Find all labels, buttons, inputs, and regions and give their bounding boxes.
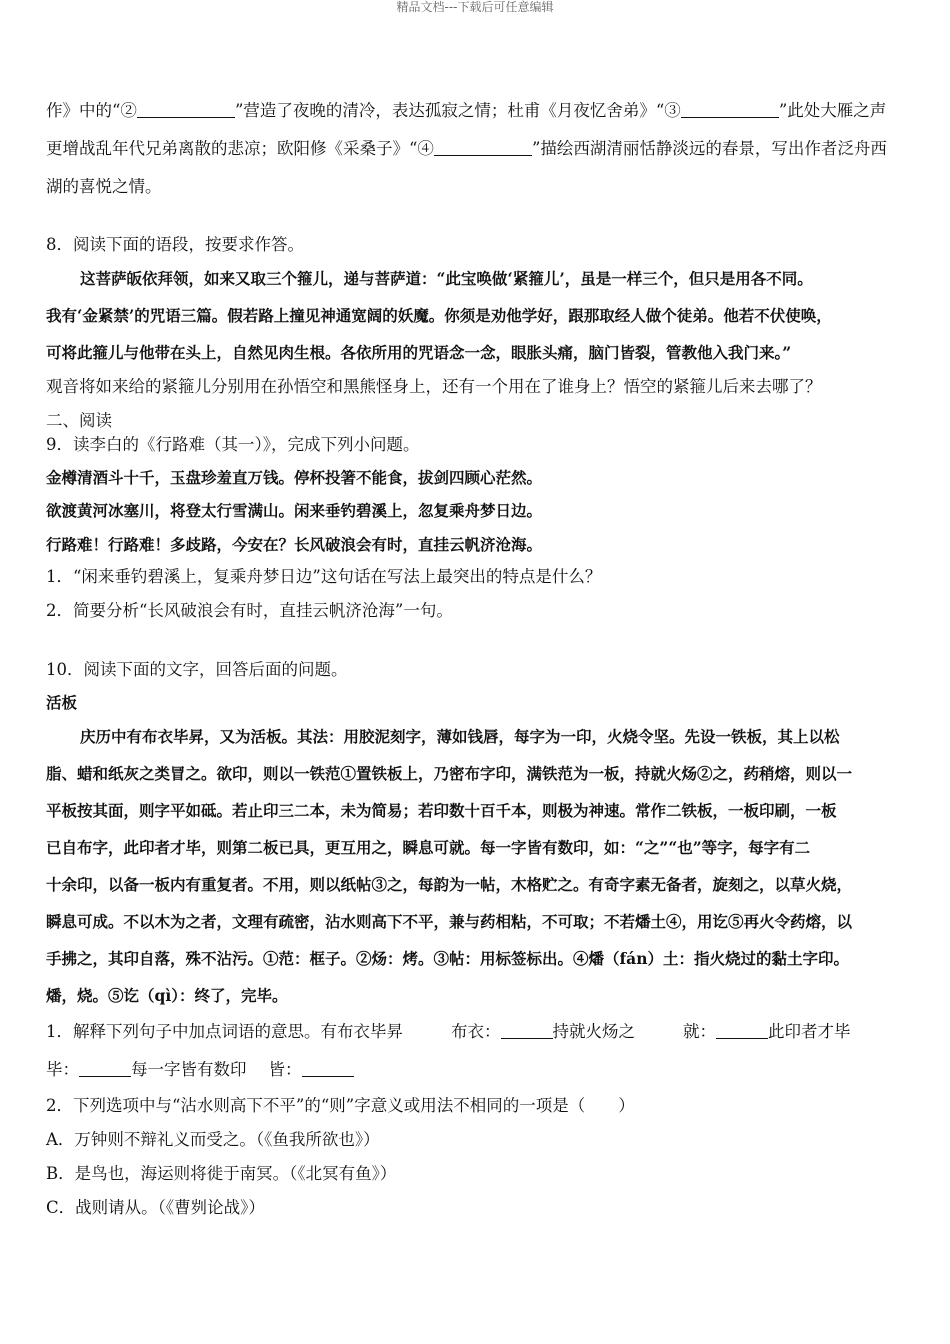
poem-summary-line-3: 湖的喜悦之情。 — [46, 177, 162, 196]
article-line: 燔，烧。⑤讫（qì）：终了，完毕。 — [46, 986, 288, 1005]
q10-subquestion-1-line-1 — [46, 1021, 851, 1043]
poem-line: 金樽清酒斗十千，玉盘珍羞直万钱。停杯投箸不能食，拔剑四顾心茫然。 — [46, 468, 543, 487]
question-9-title: 9．读李白的《行路难（其一）》，完成下列小问题。 — [46, 435, 420, 454]
poem-line: 行路难！行路难！多歧路，今安在？长风破浪会有时，直挂云帆济沧海。 — [46, 535, 543, 554]
article-line: 十余印，以备一板内有重复者。不用，则以纸帖③之，每韵为一帖，木格贮之。有奇字素无备者，旋刻之，以草火烧， — [46, 875, 853, 894]
q8-passage-line: 这菩萨皈依拜领，如来又取三个箍儿，递与菩萨道：“此宝唤做‘紧箍儿’，虽是一样三个，但只是用各不同。 — [80, 269, 813, 288]
article-title: 活板 — [46, 693, 78, 712]
article-line: 瞬息可成。不以木为之者，文理有疏密，沾水则高下不平，兼与药相粘，不可取；不若燔土④，用讫⑤再火令药熔，以 — [46, 912, 853, 931]
text-segment: 此印者才毕 — [768, 1022, 851, 1041]
text-segment: 就： — [683, 1022, 716, 1041]
article-line: 手拂之，其印自落，殊不沾污。①范：框子。②炀：烤。③帖：用标签标出。④燔（fán）土：指火烧过的黏土字印。 — [46, 949, 849, 968]
section-heading: 二、阅读 — [46, 411, 112, 430]
option-b: B．是鸟也，海运则将徙于南冥。（《北冥有鱼》） — [46, 1164, 397, 1183]
text-segment: ”营造了夜晚的清冷，表达孤寂之情；杜甫《月夜忆舍弟》“③ — [234, 101, 681, 120]
text-segment: 每一字皆有数印 — [131, 1060, 247, 1079]
answer-blank[interactable] — [681, 101, 779, 118]
text-segment: 毕： — [46, 1060, 79, 1079]
question-10-title: 10．阅读下面的文字，回答后面的问题。 — [46, 660, 348, 679]
q9-subquestion-1: 1．“闲来垂钓碧溪上，复乘舟梦日边”这句话在写法上最突出的特点是什么？ — [46, 567, 602, 586]
page-header: 精品文档---下载后可任意编辑 — [396, 0, 554, 14]
answer-blank[interactable] — [434, 139, 532, 156]
answer-blank[interactable] — [716, 1022, 768, 1039]
text-segment: 1．解释下列句子中加点词语的意思。有布衣毕昇 — [46, 1022, 403, 1041]
answer-blank[interactable] — [137, 101, 235, 118]
article-line: 脂、蜡和纸灰之类冒之。欲印，则以一铁范①置铁板上，乃密布字印，满铁范为一板，持就火炀②之，药稍熔，则以一 — [46, 764, 853, 783]
article-line: 已自布字，此印者才毕，则第二板已具，更互用之，瞬息可就。每一字皆有数印，如：“之”“也”等字，每字有二 — [46, 838, 811, 857]
text-segment: 更增战乱年代兄弟离散的悲凉；欧阳修《采桑子》“④ — [46, 139, 434, 158]
poem-summary-line-1 — [46, 100, 886, 122]
option-c: C．战则请从。（《曹刿论战》） — [46, 1198, 265, 1217]
question-8-prompt: 观音将如来给的紧箍儿分别用在孙悟空和黑熊怪身上，还有一个用在了谁身上？悟空的紧箍儿后来去哪了？ — [46, 377, 822, 396]
text-segment: ”描绘西湖清丽恬静淡远的春景，写出作者泛舟西 — [531, 139, 887, 158]
question-8-title: 8．阅读下面的语段，按要求作答。 — [46, 235, 304, 254]
q10-subquestion-2: 2．下列选项中与“沾水则高下不平”的“则”字意义或用法不相同的一项是（ ） — [46, 1096, 635, 1115]
text-segment: 布衣： — [451, 1022, 501, 1041]
answer-blank[interactable] — [302, 1060, 354, 1077]
text-segment: 皆： — [268, 1060, 302, 1079]
answer-blank[interactable] — [79, 1060, 131, 1077]
article-line: 平板按其面，则字平如砥。若止印三二本，未为简易；若印数十百千本，则极为神速。常作二铁板，一板印刷，一板 — [46, 801, 837, 820]
text-segment: 作》中的“② — [46, 101, 137, 120]
q8-passage-line: 我有‘金紧禁’的咒语三篇。假若路上撞见神通宽阔的妖魔。你须是劝他学好，跟那取经人做个徒弟。他若不伏使唤， — [46, 306, 832, 325]
text-segment: ”此处大雁之声 — [778, 101, 887, 120]
text-segment: 持就火炀之 — [552, 1022, 635, 1041]
poem-summary-line-2 — [46, 138, 887, 160]
poem-line: 欲渡黄河冰塞川，将登太行雪满山。闲来垂钓碧溪上，忽复乘舟梦日边。 — [46, 501, 543, 520]
answer-blank[interactable] — [501, 1022, 553, 1039]
article-line: 庆历中有布衣毕昇，又为活板。其法：用胶泥刻字，薄如钱唇，每字为一印，火烧令坚。先设一铁板，其上以松 — [80, 727, 840, 746]
q10-subquestion-1-line-2 — [46, 1059, 354, 1081]
q8-passage-line: 可将此箍儿与他带在头上，自然见肉生根。各依所用的咒语念一念，眼胀头痛，脑门皆裂，管教他入我门来。” — [46, 343, 792, 362]
option-a: A．万钟则不辩礼义而受之。（《鱼我所欲也》） — [46, 1130, 380, 1149]
q9-subquestion-2: 2．简要分析“长风破浪会有时，直挂云帆济沧海”一句。 — [46, 601, 453, 620]
